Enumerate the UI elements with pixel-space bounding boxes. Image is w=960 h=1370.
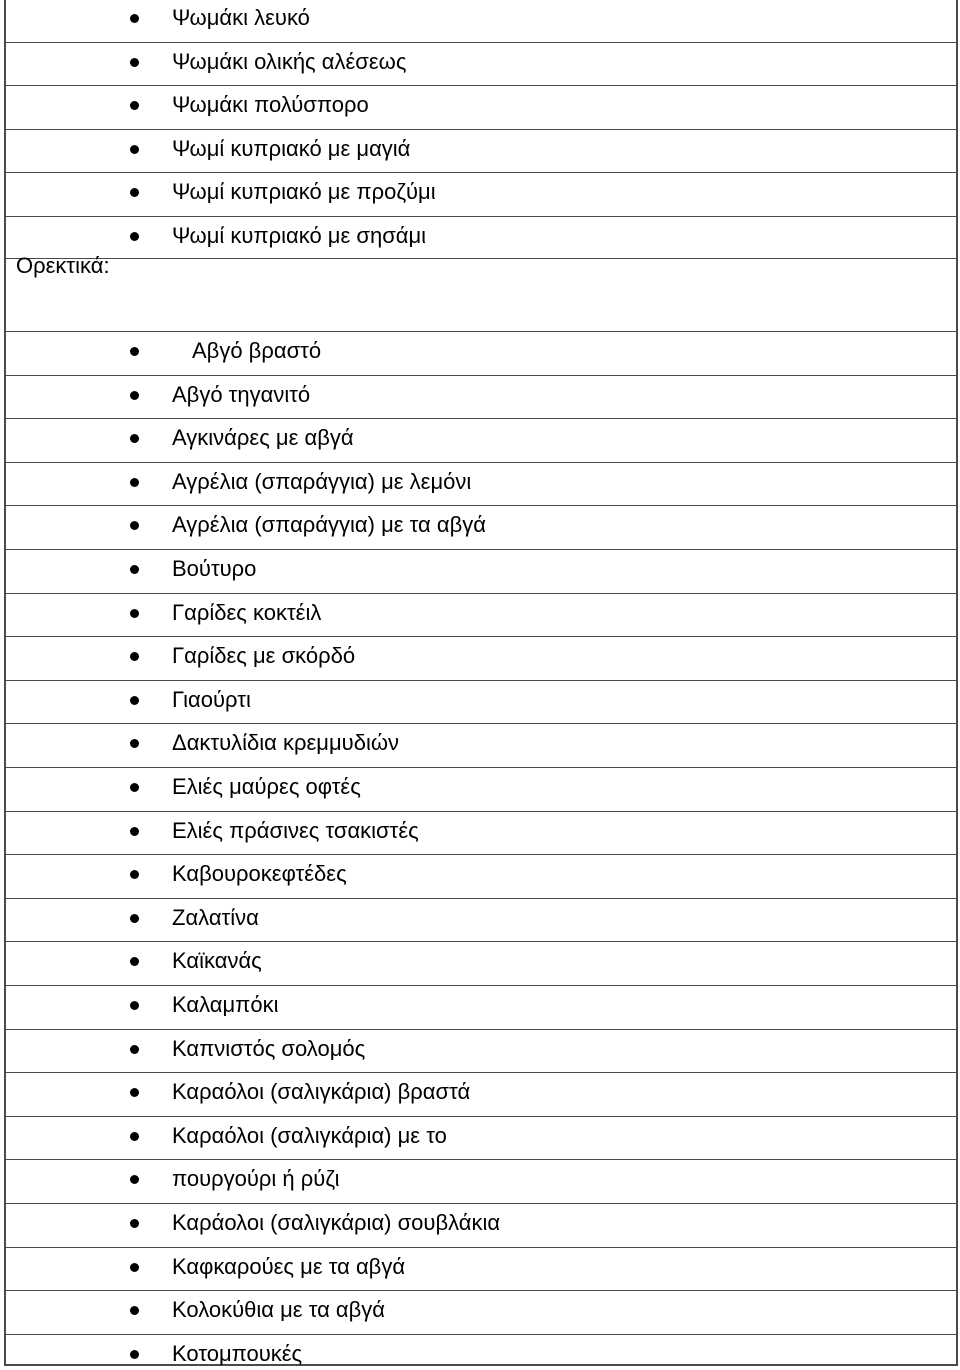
list-item: Αγκινάρες με αβγά bbox=[172, 425, 354, 451]
bullet-icon bbox=[130, 1045, 139, 1054]
row-divider bbox=[4, 1334, 958, 1335]
row-divider bbox=[4, 1116, 958, 1117]
list-item: Κολοκύθια με τα αβγά bbox=[172, 1297, 386, 1323]
list-item: Γαρίδες με σκόρδό bbox=[172, 643, 356, 669]
row-divider bbox=[4, 723, 958, 724]
list-item: Καφκαρούες με τα αβγά bbox=[172, 1253, 406, 1279]
row-divider bbox=[4, 767, 958, 768]
row-divider bbox=[4, 331, 958, 332]
row-divider bbox=[4, 898, 958, 899]
menu-table bbox=[4, 0, 958, 1366]
bullet-icon bbox=[130, 827, 139, 836]
row-divider bbox=[4, 811, 958, 812]
bullet-icon bbox=[130, 14, 139, 23]
row-divider bbox=[4, 1290, 958, 1291]
row-divider bbox=[4, 42, 958, 43]
list-item: Ψωμί κυπριακό με σησάμι bbox=[172, 223, 427, 248]
list-item: Ελιές μαύρες οφτές bbox=[172, 774, 361, 799]
row-divider bbox=[4, 462, 958, 463]
row-divider bbox=[4, 375, 958, 376]
bullet-icon bbox=[130, 565, 139, 574]
row-divider bbox=[4, 985, 958, 986]
list-item: Καραόλοι (σαλιγκάρια) με το bbox=[172, 1122, 447, 1148]
section-label-appetizers: Ορεκτικά: bbox=[16, 253, 110, 278]
list-item: Καβουροκεφτέδες bbox=[172, 861, 347, 887]
row-divider bbox=[4, 216, 958, 217]
bullet-icon bbox=[130, 609, 139, 618]
list-item: πουργούρι ή ρύζι bbox=[172, 1166, 340, 1192]
bullet-icon bbox=[130, 145, 139, 154]
bullet-icon bbox=[130, 783, 139, 792]
bullet-icon bbox=[130, 232, 139, 241]
row-divider bbox=[4, 1159, 958, 1160]
bullet-icon bbox=[130, 478, 139, 487]
bullet-icon bbox=[130, 1263, 139, 1272]
bullet-icon bbox=[130, 347, 139, 356]
row-divider bbox=[4, 941, 958, 942]
row-divider bbox=[4, 636, 958, 637]
list-item: Ψωμάκι πολύσπορο bbox=[172, 92, 369, 118]
list-item: Δακτυλίδια κρεμμυδιών bbox=[172, 730, 400, 756]
list-item: Ψωμάκι λευκό bbox=[172, 5, 310, 30]
list-item: Ψωμί κυπριακό με μαγιά bbox=[172, 135, 411, 161]
bullet-icon bbox=[130, 1001, 139, 1010]
list-item: Καϊκανάς bbox=[172, 948, 262, 974]
bullet-icon bbox=[130, 914, 139, 923]
bullet-icon bbox=[130, 391, 139, 400]
list-item: Αγρέλια (σπαράγγια) με λεμόνι bbox=[172, 468, 472, 494]
row-divider bbox=[4, 1203, 958, 1204]
list-item: Ψωμί κυπριακό με προζύμι bbox=[172, 179, 436, 205]
row-divider bbox=[4, 1029, 958, 1030]
list-item: Ελιές πράσινες τσακιστές bbox=[172, 817, 419, 843]
bullet-icon bbox=[130, 1350, 139, 1359]
list-item: Αβγό βραστό bbox=[192, 338, 322, 363]
list-item: Καράολοι (σαλιγκάρια) σουβλάκια bbox=[172, 1210, 501, 1235]
bullet-icon bbox=[130, 1132, 139, 1141]
row-divider bbox=[4, 854, 958, 855]
row-divider bbox=[4, 1072, 958, 1073]
row-divider bbox=[4, 258, 958, 259]
row-divider bbox=[4, 1247, 958, 1248]
list-item: Ψωμάκι ολικής αλέσεως bbox=[172, 48, 407, 74]
bullet-icon bbox=[130, 696, 139, 705]
row-divider bbox=[4, 85, 958, 86]
list-item: Καπνιστός σολομός bbox=[172, 1035, 366, 1061]
bullet-icon bbox=[130, 1219, 139, 1228]
list-item: Αβγό τηγανιτό bbox=[172, 381, 311, 407]
list-item: Βούτυρο bbox=[172, 556, 257, 581]
list-item: Κοτομπουκές bbox=[172, 1340, 303, 1366]
list-item: Αγρέλια (σπαράγγια) με τα αβγά bbox=[172, 512, 486, 538]
row-divider bbox=[4, 172, 958, 173]
list-item: Γιαούρτι bbox=[172, 686, 251, 712]
row-divider bbox=[4, 549, 958, 550]
row-divider bbox=[4, 505, 958, 506]
bullet-icon bbox=[130, 58, 139, 67]
row-divider bbox=[4, 680, 958, 681]
list-item: Γαρίδες κοκτέιλ bbox=[172, 599, 322, 625]
row-divider bbox=[4, 418, 958, 419]
list-item: Καραόλοι (σαλιγκάρια) βραστά bbox=[172, 1079, 471, 1105]
list-item: Καλαμπόκι bbox=[172, 992, 279, 1017]
row-divider bbox=[4, 129, 958, 130]
row-divider bbox=[4, 593, 958, 594]
list-item: Ζαλατίνα bbox=[172, 904, 259, 930]
